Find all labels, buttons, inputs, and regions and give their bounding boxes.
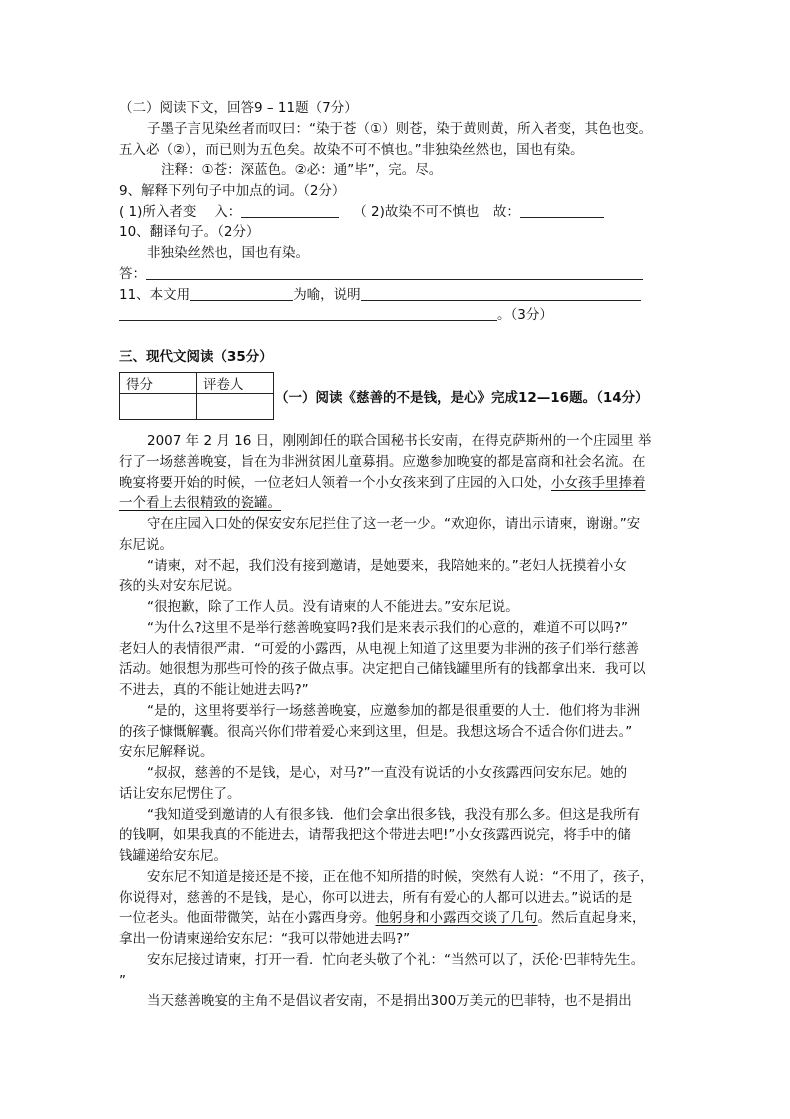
- story-line: 的孩子慷慨解囊。很高兴你们带着爱心来到这里，但是。我想这场合不适合你们进去。”: [119, 724, 633, 740]
- story-text: 。然后直起身来，: [537, 910, 646, 926]
- answer-blank[interactable]: [241, 203, 339, 218]
- story-line: 不进去，真的不能让她进去吗?”: [119, 682, 309, 698]
- score-header: 得分: [120, 373, 197, 394]
- story-line: 拿出一份请柬递给安东尼：“我可以带她进去吗?”: [119, 931, 411, 947]
- story-line: [119, 474, 646, 492]
- question-11-part-b: 为喻，说明: [293, 287, 361, 303]
- story-line: “请柬，对不起，我们没有接到邀请，是她要来，我陪她来的。”老妇人抚摸着小女: [147, 558, 627, 574]
- answer-blank[interactable]: [361, 286, 641, 301]
- annotation-note: 注释：①苍：深蓝色。②必：通”毕”，完。尽。: [161, 162, 443, 178]
- answer-blank[interactable]: [119, 306, 497, 321]
- story-line: 你说得对，慈善的不是钱，是心，你可以进去，所有有爱心的人都可以进去。”说话的是: [119, 890, 633, 906]
- story-text: 一位老头。他面带微笑，站在小露西身旁。: [119, 910, 376, 926]
- story-line: 的钱啊，如果我真的不能进去，请帮我把这个带进去吧!”小女孩露西说完，将手中的储: [119, 827, 631, 843]
- story-line: [119, 494, 281, 512]
- question-10: 10、翻译句子。（2分）: [119, 224, 260, 240]
- underlined-sentence: 他躬身和小露西交谈了几句: [375, 910, 538, 926]
- story-line: 当天慈善晚宴的主角不是倡议者安南，不是捐出300万美元的巴菲特，也不是捐出: [147, 993, 632, 1009]
- story-line: “叔叔，慈善的不是钱，是心，对马?”一直没有说话的小女孩露西问安东尼。她的: [147, 765, 628, 781]
- section-two-heading: （二）阅读下文，回答9 – 11题（7分）: [119, 100, 358, 116]
- answer-blank[interactable]: [520, 203, 604, 218]
- story-line: 2007 年 2 月 16 日，刚刚卸任的联合国秘书长安南，在得克萨斯州的一个庄园里 举: [147, 433, 652, 449]
- story-line: 安东尼接过请柬，打开一看．忙向老头敬了个礼：“当然可以了，沃伦·巴菲特先生。: [147, 952, 645, 968]
- question-9-items: [119, 203, 604, 221]
- passage-line: 五入必（②），而已则为五色矣。故染不可不慎也。”非独染丝然也，国也有染。: [119, 142, 584, 158]
- underlined-sentence: 一个看上去很精致的瓷罐。: [119, 495, 281, 511]
- story-line: 东尼说。: [119, 537, 173, 553]
- story-line: “很抱歉，除了工作人员。没有请柬的人不能进去。”安东尼说。: [147, 599, 519, 615]
- story-line: 安东尼解释说。: [119, 744, 214, 760]
- story-line: 行了一场慈善晚宴，旨在为非洲贫困儿童募捐。应邀参加晚宴的都是富商和社会名流。在: [119, 454, 646, 470]
- question-9: 9、解释下列句子中加点的词。（2分）: [119, 183, 346, 199]
- answer-line: [119, 265, 643, 283]
- story-line: 钱罐递给安东尼。: [119, 848, 227, 864]
- question-9a: ( 1)所入者变 入：: [119, 204, 242, 220]
- story-line: “我知道受到邀请的人有很多钱．他们会拿出很多钱，我没有那么多。但这是我所有: [147, 807, 640, 823]
- question-11: [119, 286, 641, 304]
- underlined-sentence: 小女孩手里捧着: [551, 475, 646, 491]
- story-line: 孩的头对安东尼说。: [119, 578, 241, 594]
- answer-label: 答：: [119, 266, 146, 282]
- question-10-sentence: 非独染丝然也，国也有染。: [147, 245, 309, 261]
- story-line: 安东尼不知道是接还是不接，正在他不知所措的时候，突然有人说：“不用了，孩子，: [147, 869, 654, 885]
- answer-blank[interactable]: [146, 265, 643, 280]
- section-three-heading: 三、现代文阅读（35分）: [119, 349, 273, 365]
- grader-cell[interactable]: [197, 394, 274, 420]
- subsection-heading: （一）阅读《慈善的不是钱，是心》完成12—16题。（14分）: [275, 390, 649, 406]
- story-line: 话让安东尼愣住了。: [119, 786, 241, 802]
- story-line: 守在庄园入口处的保安安东尼拦住了这一老一少。“欢迎你，请出示请柬，谢谢。”安: [147, 516, 641, 532]
- story-text: 晚宴将要开始的时候，一位老妇人领着一个小女孩来到了庄园的入口处，: [119, 475, 551, 491]
- story-line: [119, 909, 646, 927]
- grading-table: [119, 372, 274, 420]
- passage-line: 子墨子言见染丝者而叹曰：“染于苍（①）则苍，染于黄则黄，所入者变，其色也变。: [147, 121, 653, 137]
- question-11-continued: [119, 306, 553, 324]
- story-line: ”: [119, 973, 126, 989]
- story-line: “是的，这里将要举行一场慈善晚宴，应邀参加的都是很重要的人士．他们将为非洲: [147, 703, 640, 719]
- question-11-part-c: 。（3分）: [497, 307, 553, 323]
- question-9b: （ 2)故染不可不慎也 故：: [353, 204, 520, 220]
- grader-header: 评卷人: [197, 373, 274, 394]
- question-11-part-a: 11、本文用: [119, 287, 191, 303]
- score-cell[interactable]: [120, 394, 197, 420]
- story-line: “为什么?这里不是举行慈善晚宴吗?我们是来表示我们的心意的，难道不可以吗?”: [147, 620, 628, 636]
- story-line: 活动。她很想为那些可怜的孩子做点事。决定把自己储钱罐里所有的钱都拿出来．我可以: [119, 661, 646, 677]
- answer-blank[interactable]: [190, 286, 293, 301]
- story-line: 老妇人的表情很严肃．“可爱的小露西，从电视上知道了这里要为非洲的孩子们举行慈善: [119, 641, 639, 657]
